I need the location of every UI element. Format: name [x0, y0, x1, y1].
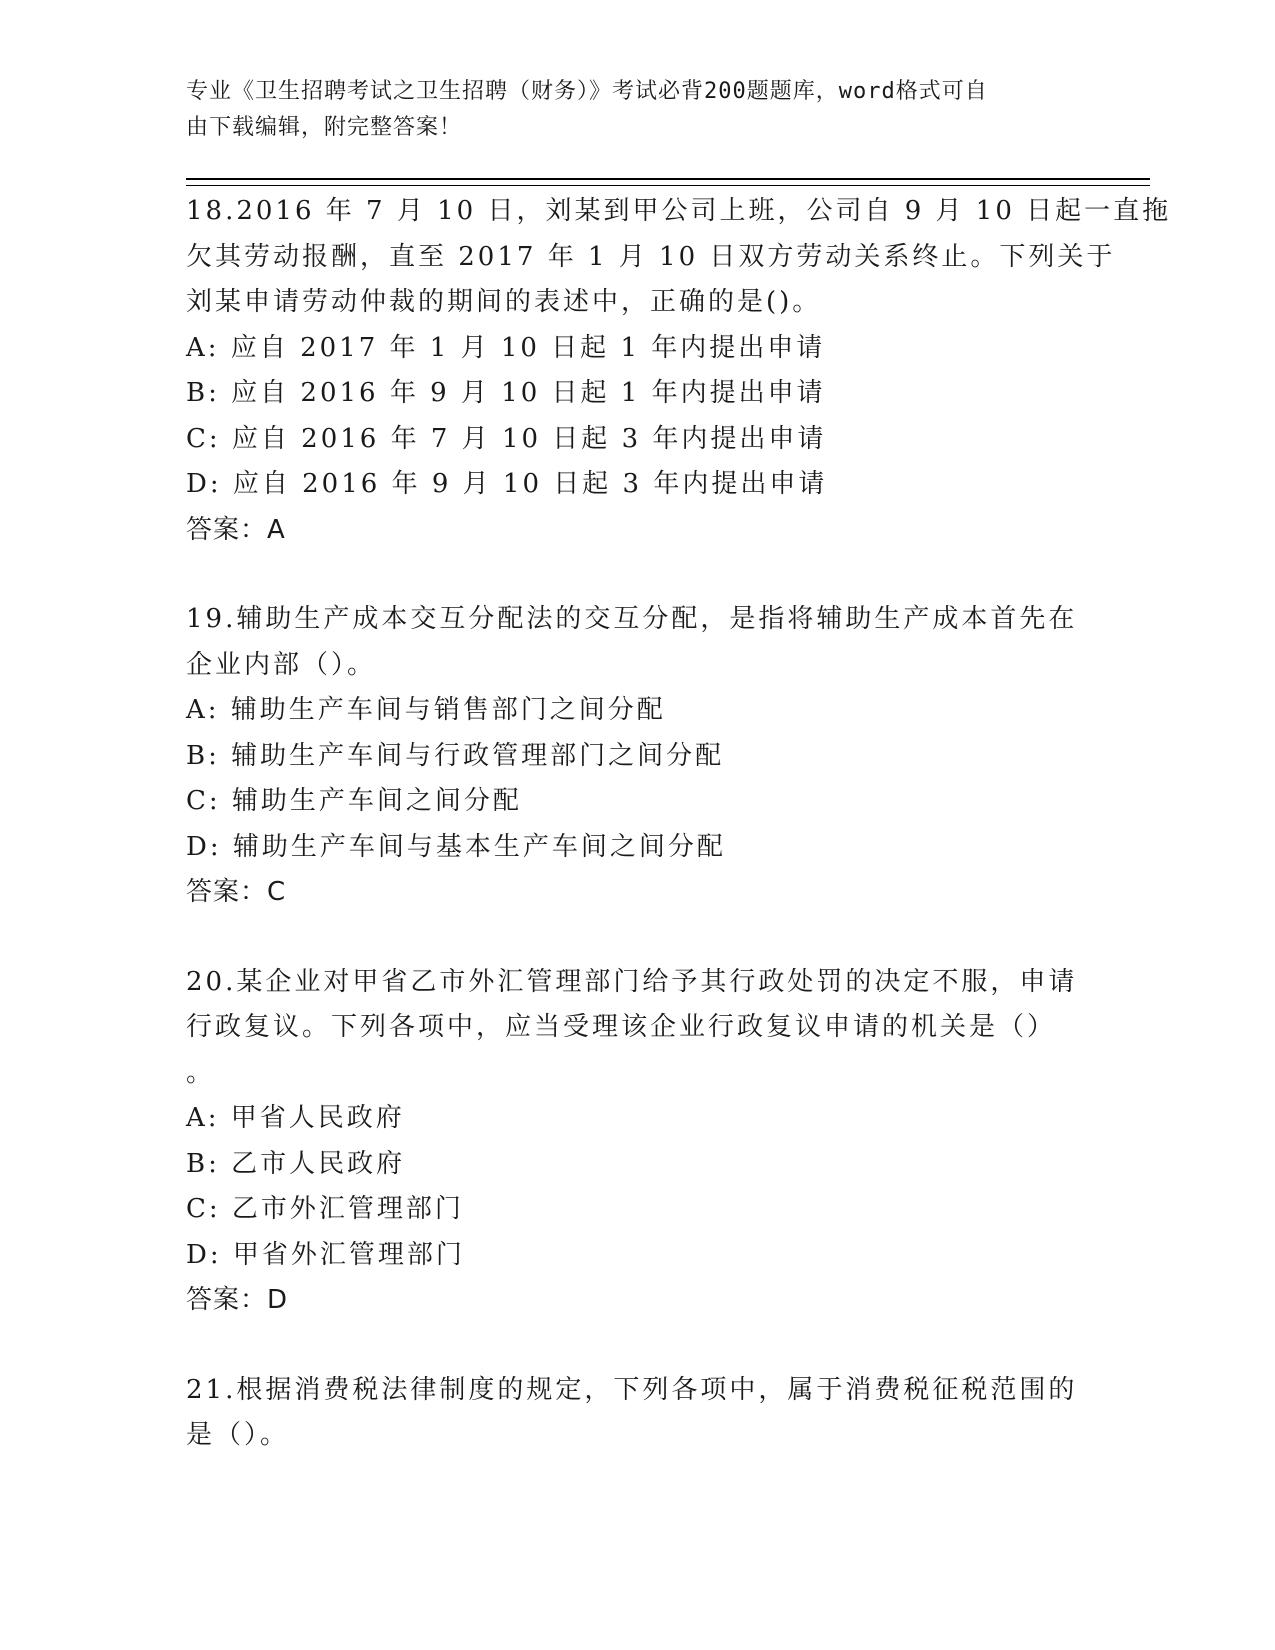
question-spacer — [186, 916, 1086, 960]
question-21 — [186, 1368, 1086, 1459]
option-a: A: 应自 2017 年 1 月 10 日起 1 年内提出申请 — [186, 332, 826, 363]
option-d: D: 应自 2016 年 9 月 10 日起 3 年内提出申请 — [186, 469, 828, 499]
question-text-line: 企业内部（）。 — [186, 649, 377, 680]
header-line-2: 由下载编辑，附完整答案！ — [186, 115, 463, 140]
question-18 — [186, 189, 1172, 553]
option-a: A: 辅助生产车间与销售部门之间分配 — [186, 695, 666, 725]
option-a: A: 甲省人民政府 — [186, 1103, 405, 1133]
question-text-line: 是（）。 — [186, 1420, 290, 1450]
header-divider-thick — [186, 178, 1150, 180]
answer-label: 答案：D — [186, 1285, 289, 1315]
question-list — [186, 189, 1172, 1459]
option-c: C: 应自 2016 年 7 月 10 日起 3 年内提出申请 — [186, 423, 827, 454]
question-text-line: 19.辅助生产成本交互分配法的交互分配，是指将辅助生产成本首先在 — [186, 604, 1078, 634]
answer-label: 答案：A — [186, 514, 286, 545]
option-b: B: 应自 2016 年 9 月 10 日起 1 年内提出申请 — [186, 378, 826, 408]
question-text-line: 20.某企业对甲省乙市外汇管理部门给予其行政处罚的决定不服，申请 — [186, 966, 1078, 997]
question-20 — [186, 960, 1086, 1324]
question-spacer — [186, 1324, 1086, 1368]
option-c: C: 辅助生产车间之间分配 — [186, 786, 522, 816]
option-c: C: 乙市外汇管理部门 — [186, 1194, 464, 1224]
option-d: D: 辅助生产车间与基本生产车间之间分配 — [186, 831, 726, 862]
option-b: B: 辅助生产车间与行政管理部门之间分配 — [186, 740, 725, 771]
question-text-line: 。 — [186, 1057, 216, 1088]
header-divider-thin — [186, 185, 1150, 186]
answer-label: 答案：C — [186, 877, 287, 907]
option-d: D: 甲省外汇管理部门 — [186, 1239, 465, 1270]
question-text-line: 18.2016 年 7 月 10 日，刘某到甲公司上班，公司自 9 月 10 日起一直拖 — [186, 196, 1172, 226]
header-line-1: 专业《卫生招聘考试之卫生招聘（财务）》考试必背200题题库，word格式可自 — [186, 79, 988, 104]
option-b: B: 乙市人民政府 — [186, 1148, 406, 1179]
question-text-line: 21.根据消费税法律制度的规定，下列各项中，属于消费税征税范围的 — [186, 1374, 1078, 1405]
question-text-line: 刘某申请劳动仲裁的期间的表述中，正确的是()。 — [186, 287, 822, 317]
document-header — [186, 74, 1066, 146]
question-19 — [186, 597, 1086, 916]
question-spacer — [186, 553, 1086, 597]
question-text-line: 欠其劳动报酬，直至 2017 年 1 月 10 日双方劳动关系终止。下列关于 — [186, 241, 1116, 272]
question-text-line: 行政复议。下列各项中，应当受理该企业行政复议申请的机关是（） — [186, 1012, 1057, 1042]
